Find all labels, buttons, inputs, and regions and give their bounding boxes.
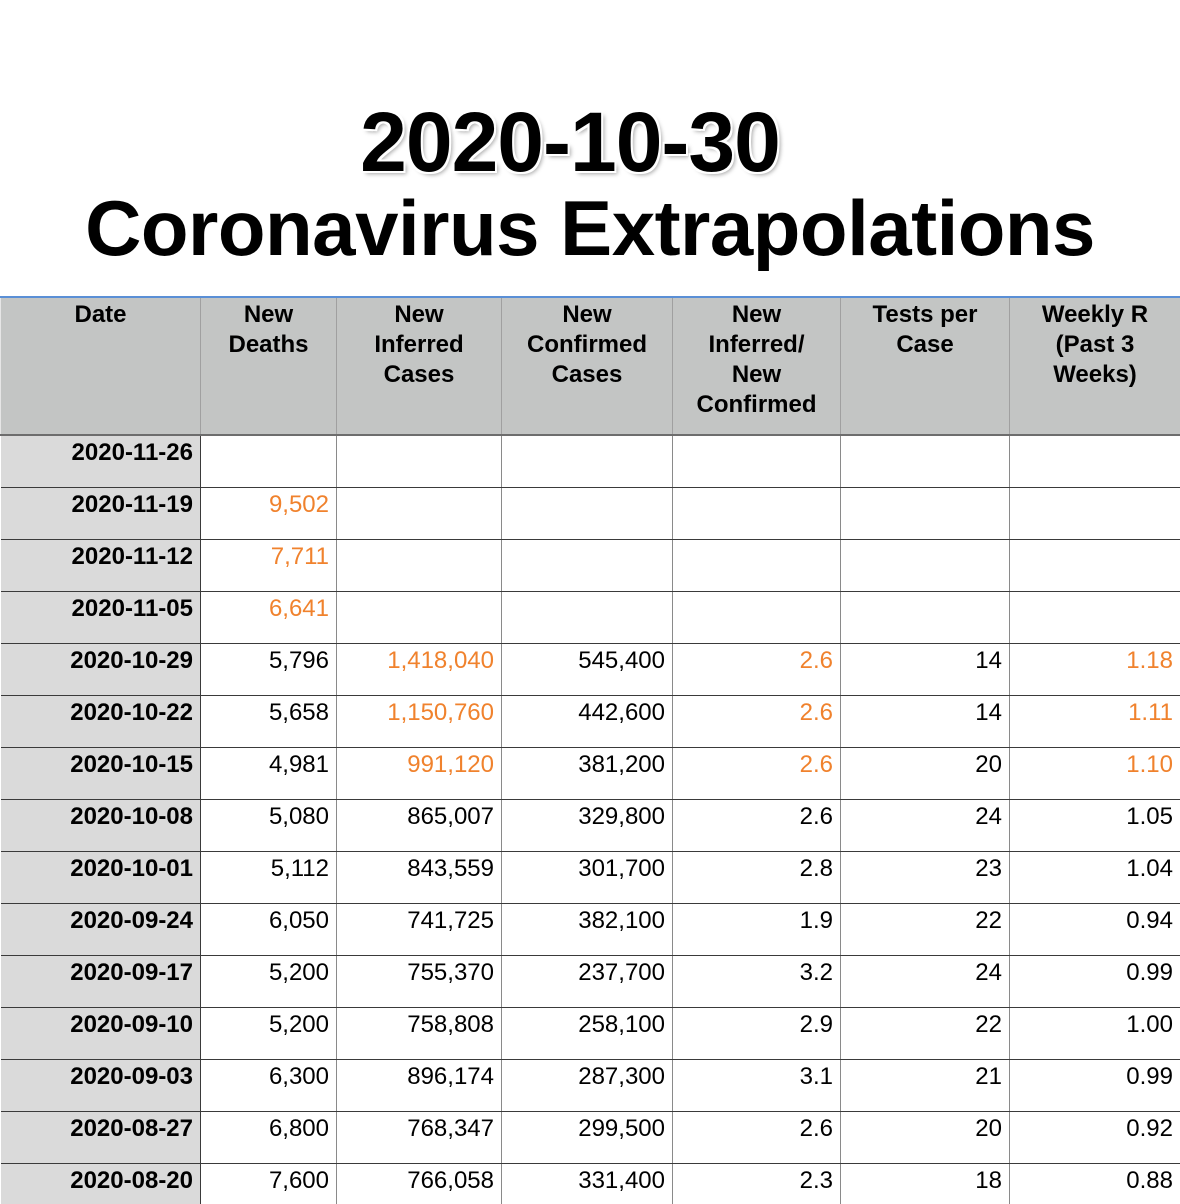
date-cell[interactable]: 2020-08-20 bbox=[1, 1163, 201, 1204]
new-confirmed-cases-cell[interactable]: 237,700 bbox=[502, 955, 673, 1007]
column-header-weekly-r[interactable]: Weekly R (Past 3 Weeks) bbox=[1010, 298, 1180, 435]
date-cell[interactable]: 2020-09-10 bbox=[1, 1007, 201, 1059]
tests-per-case-cell[interactable] bbox=[841, 539, 1010, 591]
tests-per-case-cell[interactable]: 24 bbox=[841, 799, 1010, 851]
new-confirmed-cases-cell[interactable]: 299,500 bbox=[502, 1111, 673, 1163]
date-cell[interactable]: 2020-09-24 bbox=[1, 903, 201, 955]
column-header-date[interactable]: Date bbox=[1, 298, 201, 435]
weekly-r-cell[interactable]: 0.88 bbox=[1010, 1163, 1180, 1204]
new-inferred-cases-cell[interactable] bbox=[337, 539, 502, 591]
data-table bbox=[0, 298, 1180, 1204]
new-confirmed-cases-cell[interactable]: 381,200 bbox=[502, 747, 673, 799]
inferred-confirmed-ratio-cell[interactable]: 2.3 bbox=[673, 1163, 841, 1204]
new-confirmed-cases-cell[interactable]: 258,100 bbox=[502, 1007, 673, 1059]
table-row bbox=[1, 955, 1180, 1007]
tests-per-case-cell[interactable]: 14 bbox=[841, 643, 1010, 695]
inferred-confirmed-ratio-cell[interactable] bbox=[673, 591, 841, 643]
weekly-r-cell[interactable]: 0.99 bbox=[1010, 1059, 1180, 1111]
inferred-confirmed-ratio-cell[interactable]: 3.2 bbox=[673, 955, 841, 1007]
date-cell[interactable]: 2020-10-01 bbox=[1, 851, 201, 903]
new-inferred-cases-cell[interactable] bbox=[337, 487, 502, 539]
new-confirmed-cases-cell[interactable]: 301,700 bbox=[502, 851, 673, 903]
new-confirmed-cases-cell[interactable] bbox=[502, 487, 673, 539]
new-inferred-cases-cell[interactable] bbox=[337, 435, 502, 487]
new-deaths-cell[interactable]: 4,981 bbox=[201, 747, 337, 799]
new-deaths-cell[interactable]: 5,658 bbox=[201, 695, 337, 747]
table-row bbox=[1, 643, 1180, 695]
title-date: 2020-10-30 bbox=[0, 92, 1140, 192]
header-row bbox=[1, 298, 1180, 435]
table-row bbox=[1, 1111, 1180, 1163]
new-deaths-cell[interactable]: 6,050 bbox=[201, 903, 337, 955]
inferred-confirmed-ratio-cell[interactable]: 2.6 bbox=[673, 643, 841, 695]
table-row bbox=[1, 1007, 1180, 1059]
tests-per-case-cell[interactable]: 20 bbox=[841, 747, 1010, 799]
date-cell[interactable]: 2020-09-17 bbox=[1, 955, 201, 1007]
tests-per-case-cell[interactable]: 22 bbox=[841, 903, 1010, 955]
new-inferred-cases-cell[interactable]: 843,559 bbox=[337, 851, 502, 903]
table-row bbox=[1, 487, 1180, 539]
date-cell[interactable]: 2020-09-03 bbox=[1, 1059, 201, 1111]
new-confirmed-cases-cell[interactable]: 545,400 bbox=[502, 643, 673, 695]
inferred-confirmed-ratio-cell[interactable] bbox=[673, 487, 841, 539]
weekly-r-cell[interactable]: 0.99 bbox=[1010, 955, 1180, 1007]
inferred-confirmed-ratio-cell[interactable]: 2.6 bbox=[673, 1111, 841, 1163]
inferred-confirmed-ratio-cell[interactable]: 2.6 bbox=[673, 799, 841, 851]
inferred-confirmed-ratio-cell[interactable]: 2.9 bbox=[673, 1007, 841, 1059]
weekly-r-cell[interactable]: 1.18 bbox=[1010, 643, 1180, 695]
inferred-confirmed-ratio-cell[interactable]: 2.6 bbox=[673, 747, 841, 799]
tests-per-case-cell[interactable]: 23 bbox=[841, 851, 1010, 903]
new-deaths-cell[interactable]: 5,200 bbox=[201, 955, 337, 1007]
new-confirmed-cases-cell[interactable]: 331,400 bbox=[502, 1163, 673, 1204]
inferred-confirmed-ratio-cell[interactable]: 3.1 bbox=[673, 1059, 841, 1111]
weekly-r-cell[interactable]: 0.94 bbox=[1010, 903, 1180, 955]
date-cell[interactable]: 2020-11-19 bbox=[1, 487, 201, 539]
table-row bbox=[1, 799, 1180, 851]
table-row bbox=[1, 903, 1180, 955]
date-cell[interactable]: 2020-11-26 bbox=[1, 435, 201, 487]
inferred-confirmed-ratio-cell[interactable]: 1.9 bbox=[673, 903, 841, 955]
table-row bbox=[1, 435, 1180, 487]
tests-per-case-cell[interactable] bbox=[841, 435, 1010, 487]
weekly-r-cell[interactable]: 1.11 bbox=[1010, 695, 1180, 747]
new-deaths-cell[interactable]: 7,600 bbox=[201, 1163, 337, 1204]
table-row bbox=[1, 695, 1180, 747]
new-confirmed-cases-cell[interactable] bbox=[502, 591, 673, 643]
date-cell[interactable]: 2020-10-22 bbox=[1, 695, 201, 747]
tests-per-case-cell[interactable]: 18 bbox=[841, 1163, 1010, 1204]
column-header-new-inferred-cases[interactable]: New Inferred Cases bbox=[337, 298, 502, 435]
weekly-r-cell[interactable]: 1.00 bbox=[1010, 1007, 1180, 1059]
inferred-confirmed-ratio-cell[interactable] bbox=[673, 539, 841, 591]
weekly-r-cell[interactable]: 1.05 bbox=[1010, 799, 1180, 851]
new-deaths-cell[interactable]: 6,800 bbox=[201, 1111, 337, 1163]
weekly-r-cell[interactable] bbox=[1010, 539, 1180, 591]
new-deaths-cell[interactable]: 6,641 bbox=[201, 591, 337, 643]
tests-per-case-cell[interactable] bbox=[841, 591, 1010, 643]
column-header-new-deaths[interactable]: New Deaths bbox=[201, 298, 337, 435]
inferred-confirmed-ratio-cell[interactable] bbox=[673, 435, 841, 487]
date-cell[interactable]: 2020-10-29 bbox=[1, 643, 201, 695]
table-row bbox=[1, 851, 1180, 903]
tests-per-case-cell[interactable]: 22 bbox=[841, 1007, 1010, 1059]
table-row bbox=[1, 1163, 1180, 1204]
new-inferred-cases-cell[interactable]: 741,725 bbox=[337, 903, 502, 955]
date-cell[interactable]: 2020-11-12 bbox=[1, 539, 201, 591]
tests-per-case-cell[interactable]: 14 bbox=[841, 695, 1010, 747]
new-inferred-cases-cell[interactable]: 768,347 bbox=[337, 1111, 502, 1163]
new-deaths-cell[interactable]: 9,502 bbox=[201, 487, 337, 539]
date-cell[interactable]: 2020-08-27 bbox=[1, 1111, 201, 1163]
new-inferred-cases-cell[interactable]: 1,418,040 bbox=[337, 643, 502, 695]
tests-per-case-cell[interactable]: 20 bbox=[841, 1111, 1010, 1163]
table-row bbox=[1, 747, 1180, 799]
table-body bbox=[1, 435, 1180, 1204]
weekly-r-cell[interactable]: 1.10 bbox=[1010, 747, 1180, 799]
weekly-r-cell[interactable] bbox=[1010, 487, 1180, 539]
table-row bbox=[1, 591, 1180, 643]
column-header-inferred-confirmed-ratio[interactable]: New Inferred/ New Confirmed bbox=[673, 298, 841, 435]
new-inferred-cases-cell[interactable]: 758,808 bbox=[337, 1007, 502, 1059]
column-header-new-confirmed-cases[interactable]: New Confirmed Cases bbox=[502, 298, 673, 435]
new-deaths-cell[interactable]: 7,711 bbox=[201, 539, 337, 591]
new-deaths-cell[interactable]: 6,300 bbox=[201, 1059, 337, 1111]
new-deaths-cell[interactable]: 5,796 bbox=[201, 643, 337, 695]
spreadsheet bbox=[0, 296, 1180, 1204]
inferred-confirmed-ratio-cell[interactable]: 2.8 bbox=[673, 851, 841, 903]
new-deaths-cell[interactable]: 5,200 bbox=[201, 1007, 337, 1059]
weekly-r-cell[interactable]: 1.04 bbox=[1010, 851, 1180, 903]
date-cell[interactable]: 2020-11-05 bbox=[1, 591, 201, 643]
new-deaths-cell[interactable]: 5,112 bbox=[201, 851, 337, 903]
table-row bbox=[1, 539, 1180, 591]
new-inferred-cases-cell[interactable]: 865,007 bbox=[337, 799, 502, 851]
inferred-confirmed-ratio-cell[interactable]: 2.6 bbox=[673, 695, 841, 747]
new-confirmed-cases-cell[interactable]: 329,800 bbox=[502, 799, 673, 851]
tests-per-case-cell[interactable]: 21 bbox=[841, 1059, 1010, 1111]
new-deaths-cell[interactable]: 5,080 bbox=[201, 799, 337, 851]
new-confirmed-cases-cell[interactable]: 287,300 bbox=[502, 1059, 673, 1111]
date-cell[interactable]: 2020-10-15 bbox=[1, 747, 201, 799]
new-inferred-cases-cell[interactable] bbox=[337, 591, 502, 643]
new-inferred-cases-cell[interactable]: 896,174 bbox=[337, 1059, 502, 1111]
weekly-r-cell[interactable] bbox=[1010, 591, 1180, 643]
page-title: Coronavirus Extrapolations bbox=[0, 180, 1180, 276]
tests-per-case-cell[interactable] bbox=[841, 487, 1010, 539]
new-inferred-cases-cell[interactable]: 766,058 bbox=[337, 1163, 502, 1204]
table-row bbox=[1, 1059, 1180, 1111]
new-inferred-cases-cell[interactable]: 1,150,760 bbox=[337, 695, 502, 747]
new-confirmed-cases-cell[interactable]: 442,600 bbox=[502, 695, 673, 747]
column-header-tests-per-case[interactable]: Tests per Case bbox=[841, 298, 1010, 435]
new-inferred-cases-cell[interactable]: 991,120 bbox=[337, 747, 502, 799]
weekly-r-cell[interactable] bbox=[1010, 435, 1180, 487]
new-inferred-cases-cell[interactable]: 755,370 bbox=[337, 955, 502, 1007]
new-confirmed-cases-cell[interactable]: 382,100 bbox=[502, 903, 673, 955]
tests-per-case-cell[interactable]: 24 bbox=[841, 955, 1010, 1007]
weekly-r-cell[interactable]: 0.92 bbox=[1010, 1111, 1180, 1163]
new-confirmed-cases-cell[interactable] bbox=[502, 435, 673, 487]
new-confirmed-cases-cell[interactable] bbox=[502, 539, 673, 591]
new-deaths-cell[interactable] bbox=[201, 435, 337, 487]
date-cell[interactable]: 2020-10-08 bbox=[1, 799, 201, 851]
